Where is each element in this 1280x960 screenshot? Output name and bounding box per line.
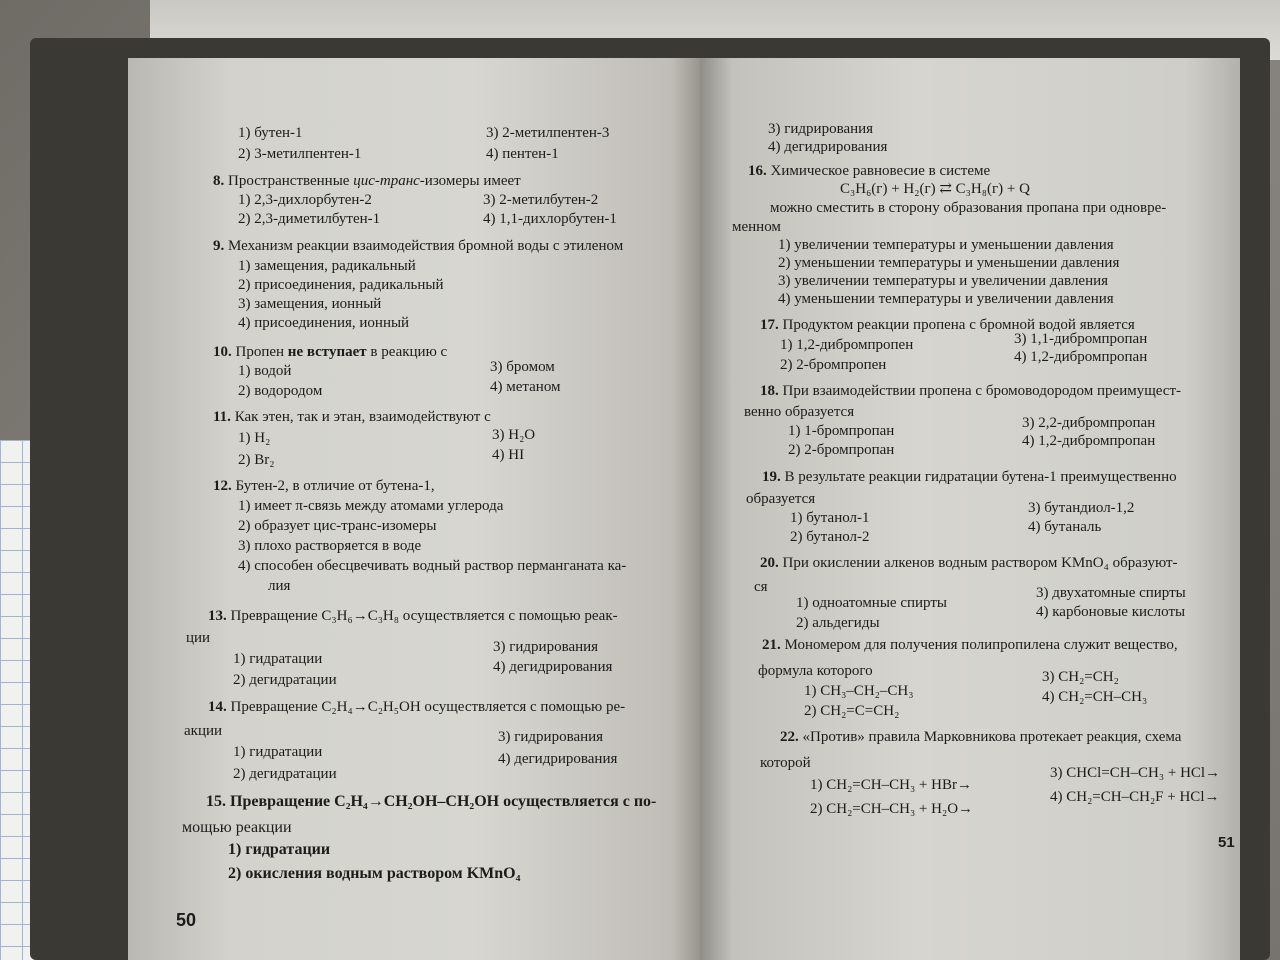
q13-text-cont: ции [186, 630, 211, 646]
q20-option-4: 4) карбоновые кислоты [1036, 604, 1186, 620]
q11-option-1: 1) H₂ [238, 430, 271, 446]
q20-text: При окислении алкенов водным раствором KMnO₄ образуют- [782, 555, 1178, 571]
q12-text: Бутен-2, в отличие от бутена-1, [235, 478, 435, 494]
q19-text-cont: образуется [746, 491, 816, 507]
q18-text: При взаимодействии пропена с бромоводородом преимущест- [782, 383, 1182, 399]
q15-question [206, 792, 656, 811]
q14-question [208, 698, 625, 717]
q12-number: 12. [213, 478, 232, 494]
q7-option-4: 4) пентен-1 [486, 146, 559, 162]
q18-option-4: 4) 1,2-дибромпропан [1022, 433, 1156, 449]
q15-option-2: 2) окисления водным раствором KMnO₄ [228, 865, 521, 882]
q7-option-1: 1) бутен-1 [238, 125, 303, 141]
left-page [128, 58, 706, 960]
q11-question [213, 408, 491, 427]
q17-number: 17. [760, 317, 779, 333]
q21-option-4: 4) CH₂=CH–CH₃ [1042, 689, 1148, 705]
q19-text: В результате реакции гидратации бутена-1 преимущественно [784, 469, 1177, 485]
q19-option-1: 1) бутанол-1 [790, 510, 870, 526]
q14-option-3: 3) гидрирования [498, 729, 604, 745]
q15-option-1: 1) гидратации [228, 841, 331, 858]
q12-option-1: 1) имеет π-связь между атомами углерода [238, 498, 504, 514]
q16-option-2: 2) уменьшении температуры и уменьшении давления [778, 255, 1120, 271]
q17-text: Продуктом реакции пропена с бромной водой является [782, 317, 1135, 333]
q10-option-1: 1) водой [238, 363, 292, 379]
q18-option-1: 1) 1-бромпропан [788, 423, 895, 439]
q9-question [213, 237, 623, 256]
q18-number: 18. [760, 383, 779, 399]
q11-number: 11. [213, 409, 231, 425]
q17-option-2: 2) 2-бромпропен [780, 357, 887, 373]
q19-option-3: 3) бутандиол-1,2 [1028, 500, 1135, 516]
q16-question [748, 162, 990, 181]
q9-option-1: 1) замещения, радикальный [238, 258, 416, 274]
q10-number: 10. [213, 344, 232, 360]
q11-text: Как этен, так и этан, взаимодействуют с [234, 409, 491, 425]
q21-text-cont: формула которого [758, 663, 873, 679]
q7-option-2: 2) 3-метилпентен-1 [238, 146, 362, 162]
q22-text: «Против» правила Марковникова протекает реакция, схема [802, 729, 1182, 745]
q12-option-3: 3) плохо растворяется в воде [238, 538, 422, 554]
q8-option-3: 3) 2-метилбутен-2 [483, 192, 599, 208]
q19-question [762, 468, 1177, 487]
page-number-right: 51 [1218, 834, 1235, 851]
q10-question [213, 343, 447, 362]
q11-option-2: 2) Br₂ [238, 452, 275, 468]
q19-number: 19. [762, 469, 781, 485]
q13-question [208, 607, 618, 626]
q13-option-2: 2) дегидратации [233, 672, 337, 688]
q9-option-2: 2) присоединения, радикальный [238, 277, 444, 293]
q22-option-1: 1) CH₂=CH–CH₃ + HBr→ [810, 777, 972, 793]
q17-option-3: 3) 1,1-дибромпропан [1014, 331, 1148, 347]
q12-option-4: 4) способен обесцвечивать водный раствор перманганата ка- [238, 558, 627, 574]
page-number-left: 50 [176, 910, 197, 930]
q12-option-4-cont: лия [268, 578, 291, 594]
q11-option-3: 3) H₂O [492, 427, 536, 443]
q17-option-4: 4) 1,2-дибромпропан [1014, 349, 1148, 365]
q21-option-3: 3) CH₂=CH₂ [1042, 669, 1119, 685]
q14-option-1: 1) гидратации [233, 744, 323, 760]
q21-option-2: 2) CH₂=C=CH₂ [804, 703, 900, 719]
q16-option-1: 1) увеличении температуры и уменьшении давления [778, 237, 1114, 253]
q11-option-4: 4) HI [492, 447, 525, 463]
q15-option-3: 3) гидрирования [768, 121, 874, 137]
q19-option-4: 4) бутаналь [1028, 519, 1102, 535]
q16-option-4: 4) уменьшении температуры и увеличении давления [778, 291, 1114, 307]
q18-option-2: 2) 2-бромпропан [788, 442, 895, 458]
q20-number: 20. [760, 555, 779, 571]
q20-option-2: 2) альдегиды [796, 615, 880, 631]
q18-text-cont: венно образуется [744, 404, 855, 420]
q18-question [760, 382, 1181, 401]
q13-text: Превращение C₃H₆→C₃H₈ осуществляется с помощью реак- [230, 608, 618, 624]
q20-option-1: 1) одноатомные спирты [796, 595, 947, 611]
q10-text-b: в реакцию с [366, 344, 448, 360]
q16-option-3: 3) увеличении температуры и увеличении давления [778, 273, 1109, 289]
q7-option-3: 3) 2-метилпентен-3 [486, 125, 610, 141]
q12-question [213, 477, 435, 496]
q21-question [762, 636, 1178, 655]
q12-option-2: 2) образует цис-транс-изомеры [238, 518, 437, 534]
q8-number: 8. [213, 173, 225, 189]
q8-text-b: -изомеры имеет [419, 173, 521, 189]
q10-option-4: 4) метаном [490, 379, 561, 395]
q15-text: Превращение C₂H₄→CH₂OH–CH₂OH осуществляется с по- [230, 793, 657, 810]
q16-text-cont: можно сместить в сторону образования пропана при одновре- [770, 200, 1167, 216]
q14-text: Превращение C₂H₄→C₂H₅OH осуществляется с помощью ре- [230, 699, 626, 715]
q8-option-1: 1) 2,3-дихлорбутен-2 [238, 192, 372, 208]
q22-option-2: 2) CH₂=CH–CH₃ + H₂O→ [810, 801, 974, 817]
q10-text-bold: не вступает [287, 344, 367, 360]
q13-option-4: 4) дегидрирования [493, 659, 613, 675]
q19-option-2: 2) бутанол-2 [790, 529, 870, 545]
q21-text: Мономером для получения полипропилена служит вещество, [784, 637, 1178, 653]
q14-option-4: 4) дегидрирования [498, 751, 618, 767]
q22-text-cont: которой [760, 755, 811, 771]
right-page [700, 58, 1240, 960]
q13-option-3: 3) гидрирования [493, 639, 599, 655]
q14-option-2: 2) дегидратации [233, 766, 337, 782]
q9-number: 9. [213, 238, 225, 254]
q13-option-1: 1) гидратации [233, 651, 323, 667]
q18-option-3: 3) 2,2-дибромпропан [1022, 415, 1156, 431]
q17-option-1: 1) 1,2-дибромпропен [780, 337, 914, 353]
q16-number: 16. [748, 163, 767, 179]
q22-number: 22. [780, 729, 799, 745]
q15-text-cont: мощью реакции [182, 819, 292, 836]
q21-option-1: 1) CH₃–CH₂–CH₃ [804, 683, 914, 699]
q9-text: Механизм реакции взаимодействия бромной воды с этиленом [228, 238, 624, 254]
q22-question [780, 728, 1181, 747]
q21-number: 21. [762, 637, 781, 653]
q8-text-italic: цис-транс [353, 173, 420, 189]
q20-option-3: 3) двухатомные спирты [1036, 585, 1186, 601]
q9-option-3: 3) замещения, ионный [238, 296, 382, 312]
q8-question [213, 172, 521, 191]
q16-text-cont2: менном [732, 219, 781, 235]
q16-text: Химическое равновесие в системе [770, 163, 991, 179]
q10-text-a: Пропен [235, 344, 288, 360]
q20-question [760, 554, 1178, 573]
q10-option-3: 3) бромом [490, 359, 555, 375]
q8-option-2: 2) 2,3-диметилбутен-1 [238, 211, 381, 227]
q14-text-cont: акции [184, 723, 223, 739]
q14-number: 14. [208, 699, 227, 715]
q15-option-4: 4) дегидрирования [768, 139, 888, 155]
q13-number: 13. [208, 608, 227, 624]
q8-option-4: 4) 1,1-дихлорбутен-1 [483, 211, 617, 227]
q20-text-cont: ся [754, 579, 768, 595]
q9-option-4: 4) присоединения, ионный [238, 315, 410, 331]
q8-text-a: Пространственные [228, 173, 354, 189]
q22-option-3: 3) CHCl=CH–CH₃ + HCl→ [1050, 765, 1221, 781]
q16-equation: C₃H₆(г) + H₂(г) ⇄ C₃H₈(г) + Q [840, 181, 1030, 197]
q22-option-4: 4) CH₂=CH–CH₂F + HCl→ [1050, 789, 1220, 805]
q15-number: 15. [206, 793, 226, 810]
q10-option-2: 2) водородом [238, 383, 323, 399]
